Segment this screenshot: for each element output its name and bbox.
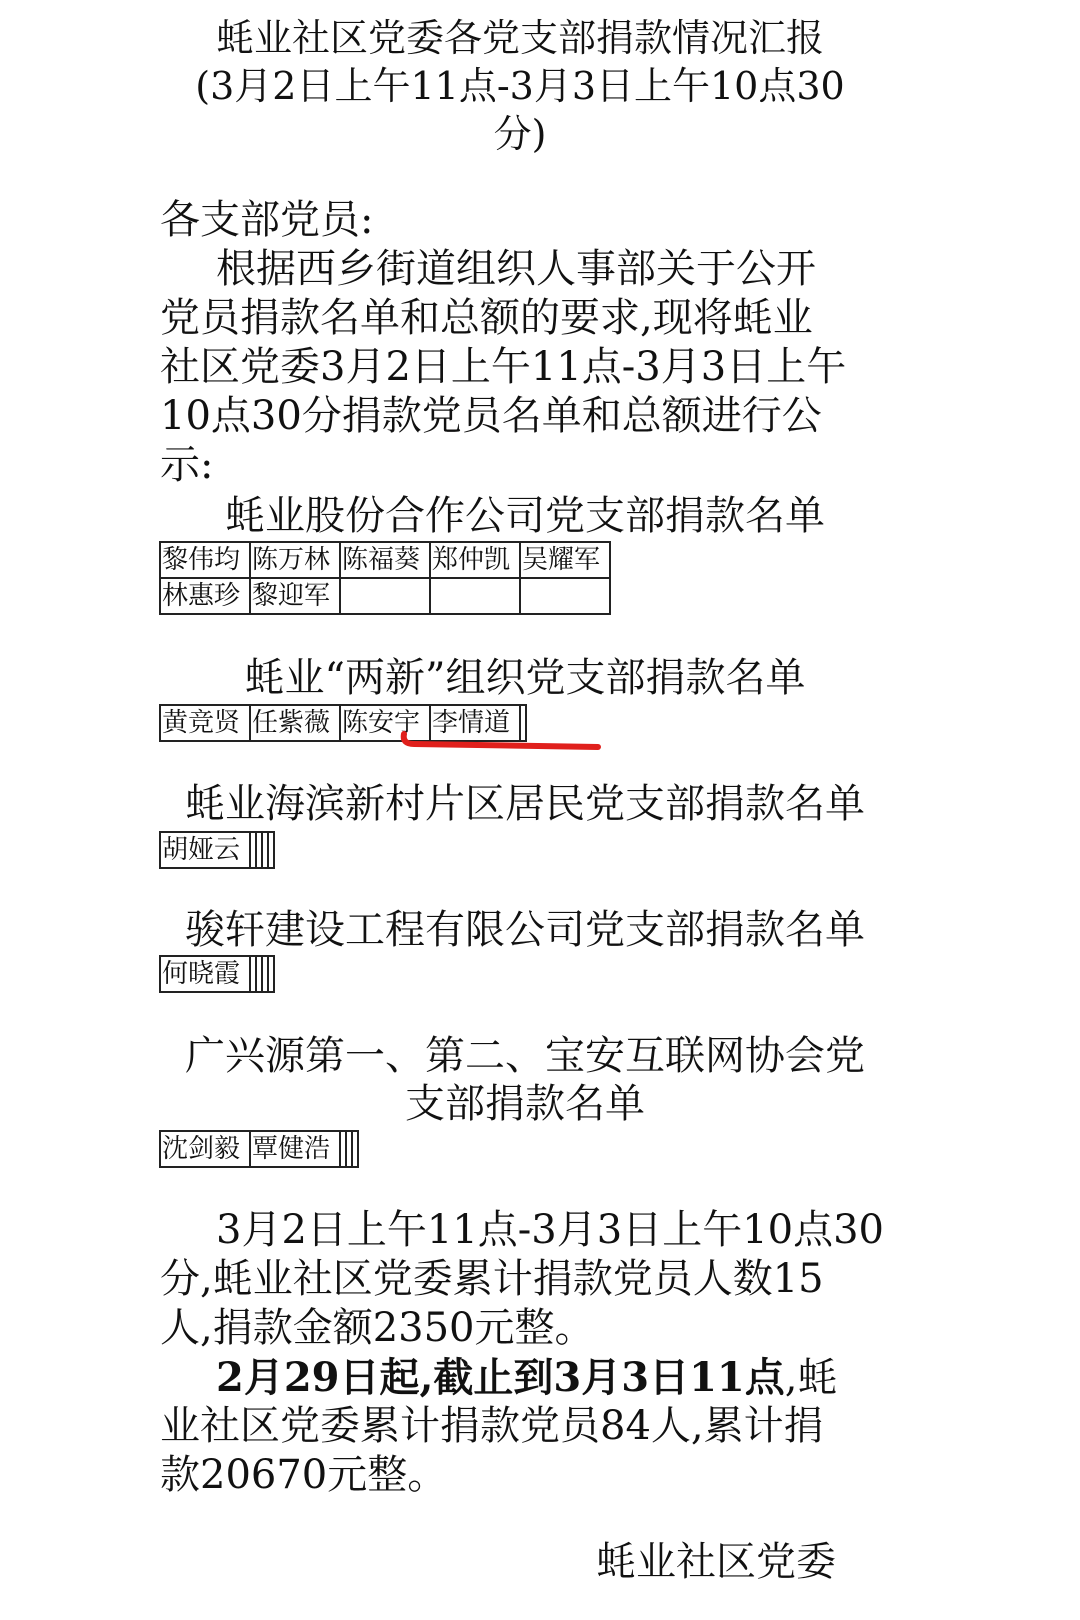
name-cell: 陈万林: [250, 542, 340, 578]
branch-heading-4: 骏轩建设工程有限公司党支部捐款名单: [185, 907, 865, 953]
summary-line-2: 分,蚝业社区党委累计捐款党员人数15: [160, 1256, 824, 1302]
summary-line-1: [160, 1206, 890, 1255]
summary-line-4: [160, 1353, 890, 1403]
table-row: [160, 542, 610, 578]
table-row: [160, 832, 274, 868]
name-cell: 沈剑毅: [160, 1131, 250, 1167]
name-cell: 黄竞贤: [160, 705, 250, 741]
name-cell: 郑仲凯: [430, 542, 520, 578]
name-cell: [340, 578, 430, 614]
branch-heading-3: 蚝业海滨新村片区居民党支部捐款名单: [185, 781, 865, 827]
name-cell: 黎伟均: [160, 542, 250, 578]
intro-line-3: 社区党委3月2日上午11点-3月3日上午: [160, 344, 847, 390]
table-row: [160, 705, 526, 741]
name-cell: 李情道: [430, 705, 520, 741]
document-title-line-3: 分): [493, 112, 547, 156]
intro-line-5: 示:: [160, 442, 214, 488]
name-cell: 黎迎军: [250, 578, 340, 614]
empty-cell: [268, 956, 274, 992]
branch-name-table-1: [159, 541, 611, 615]
intro-line-4: 10点30分捐款党员名单和总额进行公: [160, 393, 822, 439]
salutation: 各支部党员:: [160, 197, 374, 243]
summary-line-5: 业社区党委累计捐款党员84人,累计捐: [160, 1403, 824, 1449]
summary-bold-date-range: 2月29日起,截止到3月3日11点: [216, 1354, 785, 1401]
document-title-line-1: 蚝业社区党委各党支部捐款情况汇报: [215, 16, 824, 60]
name-cell: 何晓霞: [160, 956, 250, 992]
name-cell: [430, 578, 520, 614]
table-row: [160, 1131, 358, 1167]
empty-cell: [520, 705, 526, 741]
name-cell: 林惠珍: [160, 578, 250, 614]
intro-line-2: 党员捐款名单和总额的要求,现将蚝业: [160, 295, 813, 341]
name-cell: 陈安宇: [340, 705, 430, 741]
summary-line-1-text: 3月2日上午11点-3月3日上午10点30: [216, 1207, 885, 1253]
signature: 蚝业社区党委: [596, 1539, 836, 1585]
empty-cell: [352, 1131, 358, 1167]
summary-line-4-rest: ,蚝: [784, 1355, 838, 1401]
branch-name-table-3: [159, 831, 275, 869]
branch-heading-5-line-2: 支部捐款名单: [405, 1081, 645, 1127]
summary-line-3: 人,捐款金额2350元整。: [160, 1305, 595, 1351]
table-row: [160, 578, 610, 614]
name-cell: 胡娅云: [160, 832, 250, 868]
branch-name-table-5: [159, 1130, 359, 1168]
document-title-line-2: (3月2日上午11点-3月3日上午10点30: [195, 64, 845, 108]
name-cell: 吴耀军: [520, 542, 610, 578]
intro-line-1: [160, 245, 890, 294]
name-cell: 覃健浩: [250, 1131, 340, 1167]
branch-heading-2: 蚝业“两新”组织党支部捐款名单: [244, 655, 806, 701]
branch-name-table-2: [159, 704, 527, 742]
empty-cell: [268, 832, 274, 868]
summary-line-6: 款20670元整。: [160, 1452, 448, 1498]
name-cell: 任紫薇: [250, 705, 340, 741]
name-cell: 陈福葵: [340, 542, 430, 578]
intro-line-1-text: 根据西乡街道组织人事部关于公开: [216, 246, 816, 292]
name-cell: [520, 578, 610, 614]
branch-heading-1: 蚝业股份合作公司党支部捐款名单: [225, 493, 825, 539]
branch-name-table-4: [159, 955, 275, 993]
branch-heading-5-line-1: 广兴源第一、第二、宝安互联网协会党: [185, 1033, 865, 1079]
table-row: [160, 956, 274, 992]
